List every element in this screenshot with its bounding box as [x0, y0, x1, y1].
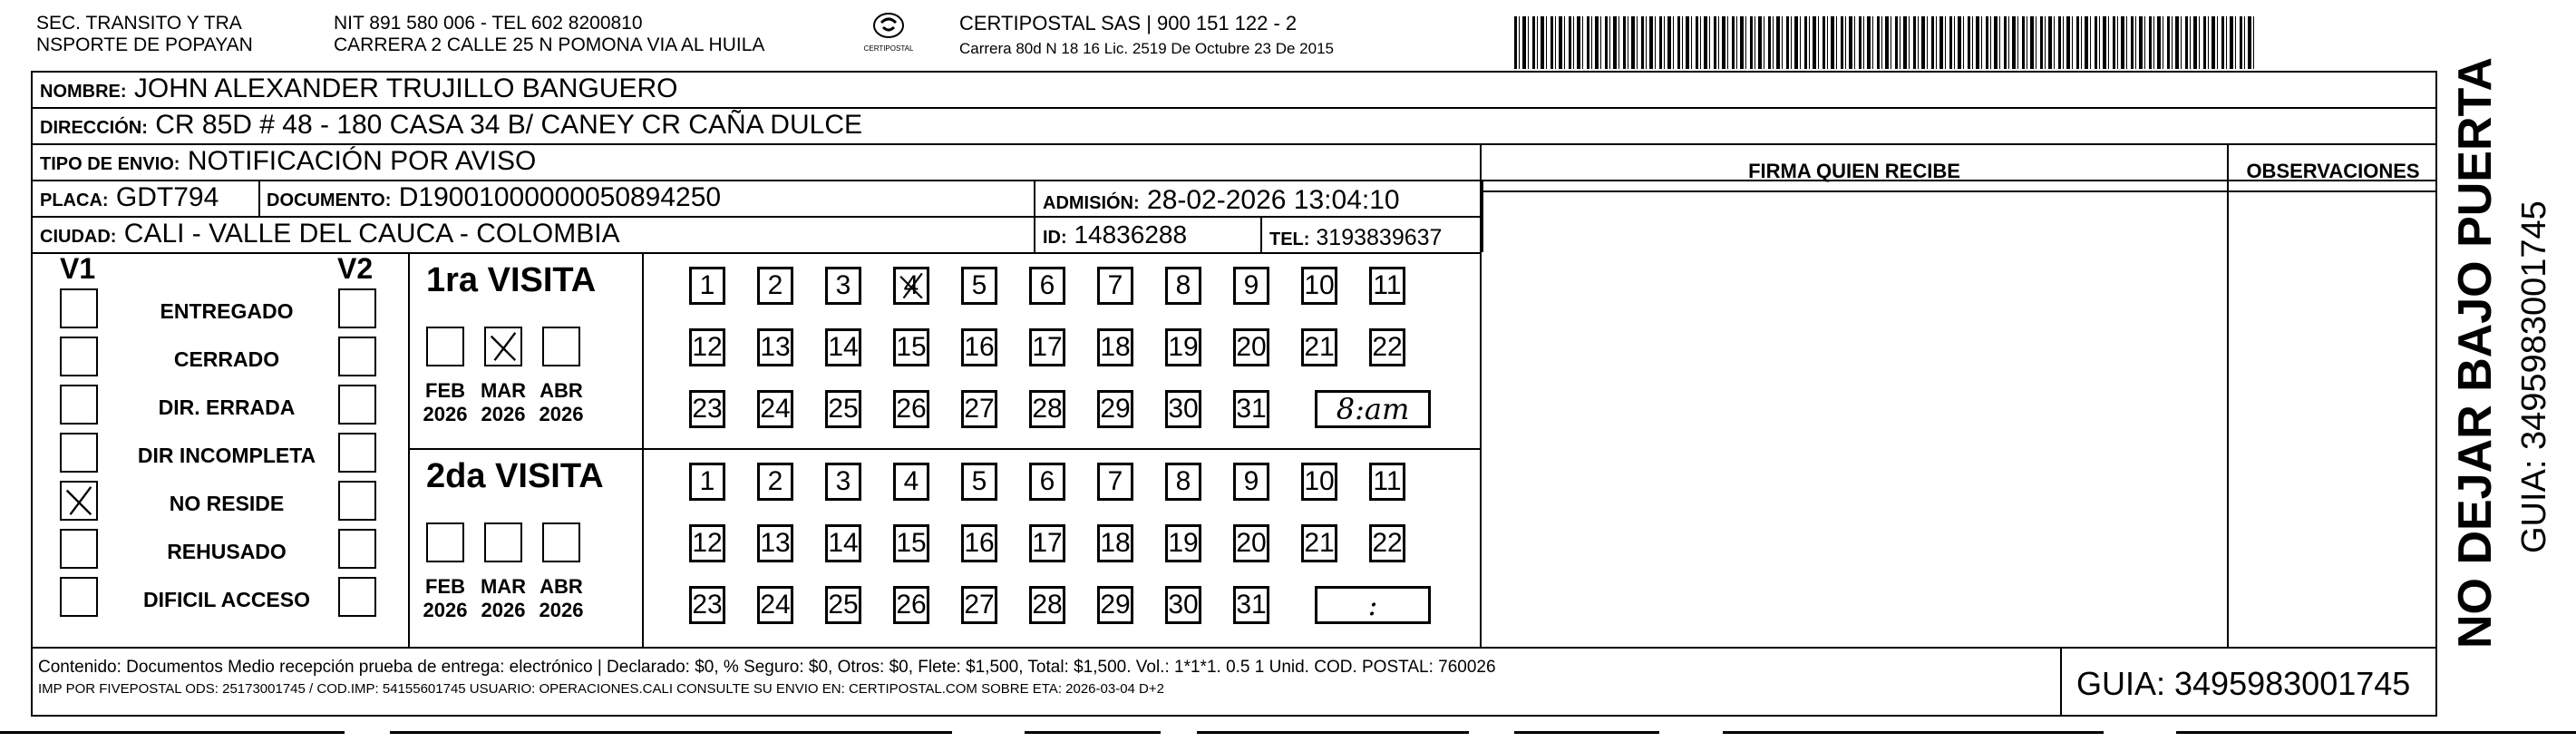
day-box[interactable]: 31: [1233, 586, 1269, 624]
direccion-label: DIRECCIÓN:: [40, 118, 148, 138]
v1-checkbox[interactable]: [60, 577, 98, 617]
status-option-label: REHUSADO: [167, 540, 287, 563]
id-label: ID:: [1043, 228, 1067, 248]
visit-title: 1ra VISITA: [426, 261, 597, 299]
day-box[interactable]: 10: [1301, 267, 1337, 305]
year-label: 2026: [481, 403, 526, 425]
day-box[interactable]: 4: [893, 463, 929, 501]
signature-area[interactable]: [1483, 192, 2225, 646]
day-box[interactable]: 20: [1233, 328, 1269, 366]
month-checkbox-abr[interactable]: [542, 327, 580, 366]
month-label: FEB: [425, 379, 465, 402]
month-checkbox-abr[interactable]: [542, 522, 580, 562]
check-mark-icon: [62, 483, 96, 519]
status-option-label: NO RESIDE: [169, 492, 285, 515]
admision-label: ADMISIÓN:: [1043, 193, 1140, 213]
placa-row: [40, 182, 219, 216]
day-box[interactable]: 3: [825, 463, 861, 501]
v1-checkbox[interactable]: [60, 385, 98, 425]
documento-label: DOCUMENTO:: [267, 190, 392, 210]
direccion-value: CR 85D # 48 - 180 CASA 34 B/ CANEY CR CAÑA DULCE: [155, 110, 862, 140]
tipo-label: TIPO DE ENVIO:: [40, 154, 180, 174]
day-box[interactable]: 22: [1369, 524, 1405, 562]
nombre-value: JOHN ALEXANDER TRUJILLO BANGUERO: [133, 73, 678, 103]
v2-checkbox[interactable]: [338, 288, 376, 328]
day-box[interactable]: 21: [1301, 524, 1337, 562]
day-box[interactable]: 29: [1097, 390, 1133, 428]
observaciones-header: OBSERVACIONES: [2246, 160, 2420, 182]
month-checkbox-feb[interactable]: [426, 327, 464, 366]
v2-header: V2: [337, 252, 374, 285]
day-box[interactable]: 1: [689, 267, 725, 305]
day-box[interactable]: 27: [961, 390, 997, 428]
observations-area[interactable]: [2231, 192, 2435, 646]
day-box[interactable]: 30: [1165, 586, 1201, 624]
ciudad-label: CIUDAD:: [40, 227, 117, 247]
status-option-label: CERRADO: [173, 347, 280, 371]
day-box[interactable]: 23: [689, 586, 725, 624]
year-label: 2026: [539, 403, 584, 425]
nit-line-1: NIT 891 580 006 - TEL 602 8200810: [334, 13, 643, 34]
day-box[interactable]: 9: [1233, 267, 1269, 305]
footer-line-2: IMP POR FIVEPOSTAL ODS: 25173001745 / COD.IMP: 54155601745 USUARIO: OPERACIONES.CALI CONSULTE SU ENVIO EN: CERTIPOSTAL.COM SOBRE ETA: 2026-03-04 D+2: [38, 681, 1164, 697]
day-box[interactable]: 16: [961, 524, 997, 562]
day-box[interactable]: 17: [1029, 328, 1065, 366]
status-option-label: DIR. ERRADA: [158, 395, 296, 419]
day-box[interactable]: 13: [757, 524, 793, 562]
day-box[interactable]: 16: [961, 328, 997, 366]
day-box[interactable]: 29: [1097, 586, 1133, 624]
day-box[interactable]: 14: [825, 524, 861, 562]
status-option-label: DIR INCOMPLETA: [137, 444, 316, 467]
admision-value: 28-02-2026 13:04:10: [1147, 185, 1400, 215]
time-field[interactable]: :: [1315, 586, 1431, 624]
day-box[interactable]: 3: [825, 267, 861, 305]
sender-line-2: NSPORTE DE POPAYAN: [36, 34, 253, 55]
v2-checkbox[interactable]: [338, 433, 376, 473]
month-label: MAR: [480, 379, 527, 402]
footer-line-1: Contenido: Documentos Medio recepción prueba de entrega: electrónico | Declarado: $0, % Seguro: $0, Otros: $0, Flete: $1,500, Total: $1,500. Vol.: 1*1*1. 0.5 1 Unid. COD. POSTAL: 760026: [38, 658, 1496, 677]
documento-row: [267, 182, 721, 216]
day-box[interactable]: 6: [1029, 463, 1065, 501]
day-box[interactable]: 26: [893, 586, 929, 624]
day-box[interactable]: 24: [757, 586, 793, 624]
day-box[interactable]: 20: [1233, 524, 1269, 562]
v2-checkbox[interactable]: [338, 481, 376, 521]
tipo-value: NOTIFICACIÓN POR AVISO: [187, 146, 537, 176]
month-checkbox-mar[interactable]: [484, 522, 522, 562]
placa-label: PLACA:: [40, 190, 109, 210]
company-line-1: CERTIPOSTAL SAS | 900 151 122 - 2: [959, 12, 1298, 34]
month-checkbox-mar[interactable]: [484, 327, 522, 366]
sender-line-1: SEC. TRANSITO Y TRA: [36, 13, 242, 34]
visit-title: 2da VISITA: [426, 457, 604, 495]
ciudad-value: CALI - VALLE DEL CAUCA - COLOMBIA: [123, 219, 620, 249]
day-box[interactable]: 28: [1029, 586, 1065, 624]
v1-checkbox[interactable]: [60, 481, 98, 521]
day-box[interactable]: 26: [893, 390, 929, 428]
month-checkbox-feb[interactable]: [426, 522, 464, 562]
year-label: 2026: [481, 599, 526, 621]
month-label: FEB: [425, 575, 465, 598]
status-option-label: ENTREGADO: [160, 299, 294, 323]
day-box[interactable]: 14: [825, 328, 861, 366]
month-label: MAR: [480, 575, 527, 598]
day-box[interactable]: 19: [1165, 328, 1201, 366]
v2-checkbox[interactable]: [338, 385, 376, 425]
v2-checkbox[interactable]: [338, 577, 376, 617]
placa-value: GDT794: [115, 182, 219, 212]
day-box[interactable]: 18: [1097, 328, 1133, 366]
footer-guia: GUIA: 3495983001745: [2076, 665, 2411, 702]
day-box[interactable]: 28: [1029, 390, 1065, 428]
day-box[interactable]: 6: [1029, 267, 1065, 305]
day-box[interactable]: 25: [825, 390, 861, 428]
day-box[interactable]: 24: [757, 390, 793, 428]
day-box[interactable]: [893, 267, 929, 305]
day-box[interactable]: 30: [1165, 390, 1201, 428]
check-mark-icon: [486, 328, 520, 365]
day-box[interactable]: 27: [961, 586, 997, 624]
day-number: 4: [903, 270, 919, 300]
day-box[interactable]: 2: [757, 267, 793, 305]
tel-row: [1269, 222, 1442, 255]
direccion-row: [40, 110, 862, 143]
admision-row: [1043, 185, 1400, 219]
logo-icon: [870, 11, 907, 40]
barcode: [1514, 16, 2258, 69]
tipo-row: [40, 146, 536, 180]
day-box[interactable]: 23: [689, 390, 725, 428]
day-box[interactable]: 18: [1097, 524, 1133, 562]
day-box[interactable]: 15: [893, 524, 929, 562]
v2-checkbox[interactable]: [338, 337, 376, 376]
nombre-row: [40, 73, 677, 107]
day-box[interactable]: 25: [825, 586, 861, 624]
year-label: 2026: [539, 599, 584, 621]
logo-text: CERTIPOSTAL: [863, 44, 914, 53]
v1-header: V1: [60, 252, 96, 285]
year-label: 2026: [423, 599, 468, 621]
ciudad-row: [40, 219, 620, 252]
day-box[interactable]: 15: [893, 328, 929, 366]
day-box[interactable]: 8: [1165, 463, 1201, 501]
side-guia: GUIA: 3495983001745: [2515, 200, 2553, 553]
time-field[interactable]: 8:am: [1315, 390, 1431, 428]
v1-checkbox[interactable]: [60, 288, 98, 328]
day-box[interactable]: 11: [1369, 463, 1405, 501]
firma-header: FIRMA QUIEN RECIBE: [1748, 160, 1960, 182]
day-box[interactable]: 10: [1301, 463, 1337, 501]
side-warning: NO DEJAR BAJO PUERTA: [2449, 56, 2502, 649]
v2-checkbox[interactable]: [338, 529, 376, 569]
status-option-label: DIFICIL ACCESO: [142, 588, 310, 611]
day-box[interactable]: 7: [1097, 267, 1133, 305]
day-box[interactable]: 5: [961, 267, 997, 305]
month-label: ABR: [540, 575, 583, 598]
id-row: [1043, 220, 1187, 253]
tel-label: TEL:: [1269, 229, 1310, 249]
day-box[interactable]: 12: [689, 524, 725, 562]
day-box[interactable]: 17: [1029, 524, 1065, 562]
day-box[interactable]: 5: [961, 463, 997, 501]
v1-checkbox[interactable]: [60, 337, 98, 376]
day-box[interactable]: 1: [689, 463, 725, 501]
day-box[interactable]: 2: [757, 463, 793, 501]
certipostal-logo: [852, 11, 925, 58]
day-box[interactable]: 19: [1165, 524, 1201, 562]
day-box[interactable]: 8: [1165, 267, 1201, 305]
tel-value: 3193839637: [1316, 225, 1443, 250]
id-value: 14836288: [1074, 220, 1188, 249]
day-box[interactable]: 12: [689, 328, 725, 366]
day-box[interactable]: 31: [1233, 390, 1269, 428]
nit-line-2: CARRERA 2 CALLE 25 N POMONA VIA AL HUILA: [334, 34, 765, 55]
v1-checkbox[interactable]: [60, 529, 98, 569]
year-label: 2026: [423, 403, 468, 425]
nombre-label: NOMBRE:: [40, 82, 127, 102]
day-box[interactable]: 7: [1097, 463, 1133, 501]
day-box[interactable]: 9: [1233, 463, 1269, 501]
company-line-2: Carrera 80d N 18 16 Lic. 2519 De Octubre 23 De 2015: [959, 40, 1334, 57]
day-box[interactable]: 11: [1369, 267, 1405, 305]
v1-checkbox[interactable]: [60, 433, 98, 473]
day-box[interactable]: 22: [1369, 328, 1405, 366]
month-label: ABR: [540, 379, 583, 402]
day-box[interactable]: 21: [1301, 328, 1337, 366]
day-box[interactable]: 13: [757, 328, 793, 366]
documento-value: D19001000000050894250: [398, 182, 722, 212]
